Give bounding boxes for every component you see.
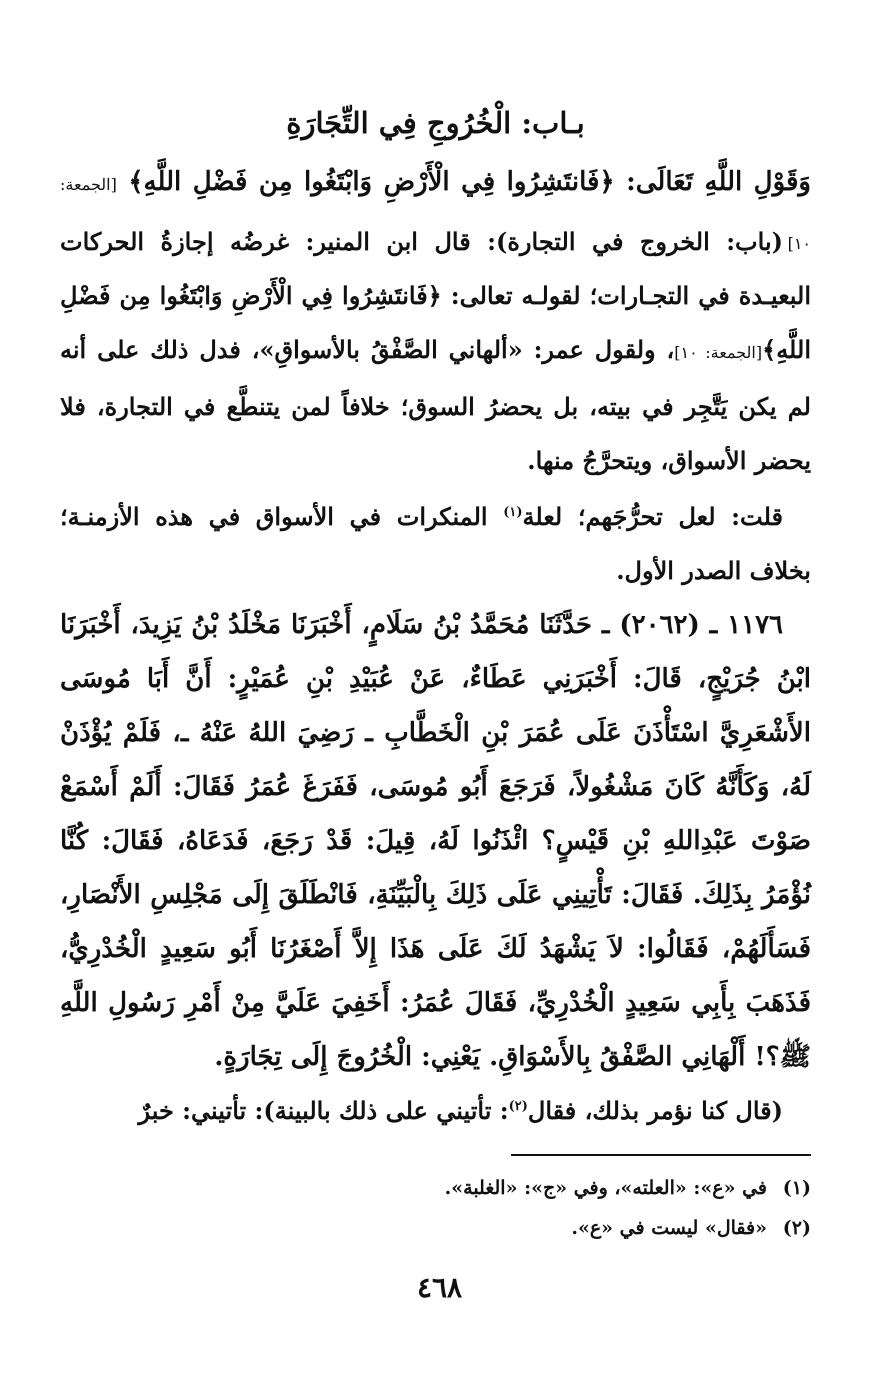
commentary-3-part-1: (قال كنا نؤمر بذلك، فقال bbox=[527, 1096, 783, 1125]
commentary-3-part-2: : تأتيني على ذلك بالبينة): تأتيني: خبرٌ bbox=[138, 1096, 509, 1125]
footnote-marker-2: (٢) bbox=[508, 1099, 528, 1114]
commentary-paragraph-2 bbox=[60, 490, 811, 598]
quran-verse-text: وَقَوْلِ اللَّهِ تَعَالَى: ﴿فَانتَشِرُوا فِي الْأَرْضِ وَابْتَغُوا مِن فَضْلِ اللَّهِ﴾ bbox=[128, 167, 811, 197]
footnote-number: (١) bbox=[782, 1177, 811, 1199]
footnote-text: «فقال» ليست في «ع». bbox=[571, 1217, 767, 1239]
footnotes bbox=[60, 1168, 811, 1248]
quran-verse-reference: [الجمعة: ١٠] bbox=[60, 175, 811, 253]
footnote-item bbox=[60, 1168, 811, 1208]
footnote-separator bbox=[511, 1154, 811, 1156]
commentary-2-part-1: قلت: لعل تحرُّجَهم؛ لعلة bbox=[522, 502, 783, 531]
footnote-number: (٢) bbox=[782, 1217, 811, 1239]
footnote-marker-1: (١) bbox=[503, 505, 523, 520]
commentary-1-part-2: ، ولقول عمر: «ألهاني الصَّفْقُ بالأسواقِ»، فدل ذلك على أنه لم يكن يَتَّجِر في بيته، بل يحضرُ السوق؛ خلافاً لمن يتنطَّع في التجارة، فلا يحضر الأسواق، ويتحرَّجُ منها. bbox=[60, 335, 811, 475]
commentary-paragraph-1 bbox=[60, 215, 811, 488]
footnote-item bbox=[60, 1208, 811, 1248]
hadith-paragraph bbox=[60, 598, 811, 1084]
commentary-2-part-2: المنكرات في الأسواق في هذه الأزمنـة؛ بخلاف الصدر الأول. bbox=[60, 502, 811, 585]
hadith-text: ١١٧٦ ـ (٢٠٦٢) ـ حَدَّثَنَا مُحَمَّدُ بْنُ سَلَامٍ، أَخْبَرَنَا مَخْلَدُ بْنُ يَزِيدَ، أَخْبَرَنَا ابْنُ جُرَيْجٍ، قَالَ: أَخْبَرَنِي عَطَاءٌ، عَنْ عُبَيْدِ بْنِ عُمَيْرٍ: أَنَّ أَبَا مُوسَى الأَشْعَرِيَّ اسْتَأْذَنَ عَلَى عُمَرَ بْنِ الْخَطَّابِ ـ رَضِيَ اللهُ عَنْهُ ـ، فَلَمْ يُؤْذَنْ لَهُ، وَكَأَنَّهُ كَانَ مَشْغُولاً، فَرَجَعَ أَبُو مُوسَى، فَفَرَغَ عُمَرُ فَقَالَ: أَلَمْ أَسْمَعْ صَوْتَ عَبْدِاللهِ بْنِ قَيْسٍ؟ ائْذَنُوا لَهُ، قِيلَ: قَدْ رَجَعَ، فَدَعَاهُ، فَقَالَ: كُنَّا نُؤْمَرُ بِذَلِكَ. فَقَالَ: تَأْتِينِي عَلَى ذَلِكَ بِالْبَيِّنَةِ، فَانْطَلَقَ إِلَى مَجْلِسِ الأَنْصَارِ، فَسَأَلَهُمْ، فَقَالُوا: لاَ يَشْهَدُ لَكَ عَلَى هَذَا إِلاَّ أَصْغَرُنَا أَبُو سَعِيدٍ الْخُدْرِيُّ، فَذَهَبَ بِأَبِي سَعِيدٍ الْخُدْرِيِّ، فَقَالَ عُمَرُ: أَخَفِيَ عَلَيَّ مِنْ أَمْرِ رَسُولِ اللَّهِ ﷺ؟! أَلْهَانِي الصَّفْقُ بِالأَسْوَاقِ. يَعْنِي: الْخُرُوجَ إِلَى تِجَارَةٍ. bbox=[60, 610, 811, 1072]
footnote-text: في «ع»: «العلته»، وفي «ج»: «الغلبة». bbox=[444, 1177, 767, 1199]
commentary-1-reference: [الجمعة: ١٠] bbox=[674, 343, 763, 362]
page-number: ٤٦٨ bbox=[416, 1271, 463, 1304]
commentary-1-part-1: (باب: الخروج في التجارة): قال ابن المنير: غرضُه إجازةُ الحركات البعيـدة في التجـارات؛ لقولـه تعالى: ﴿فَانتَشِرُوا فِي الْأَرْضِ وَابْتَغُوا مِن فَضْلِ اللَّهِ﴾ bbox=[60, 227, 811, 364]
commentary-paragraph-3 bbox=[60, 1084, 811, 1138]
chapter-title: بـاب: الْخُرُوجِ فِي التِّجَارَةِ bbox=[286, 106, 585, 140]
